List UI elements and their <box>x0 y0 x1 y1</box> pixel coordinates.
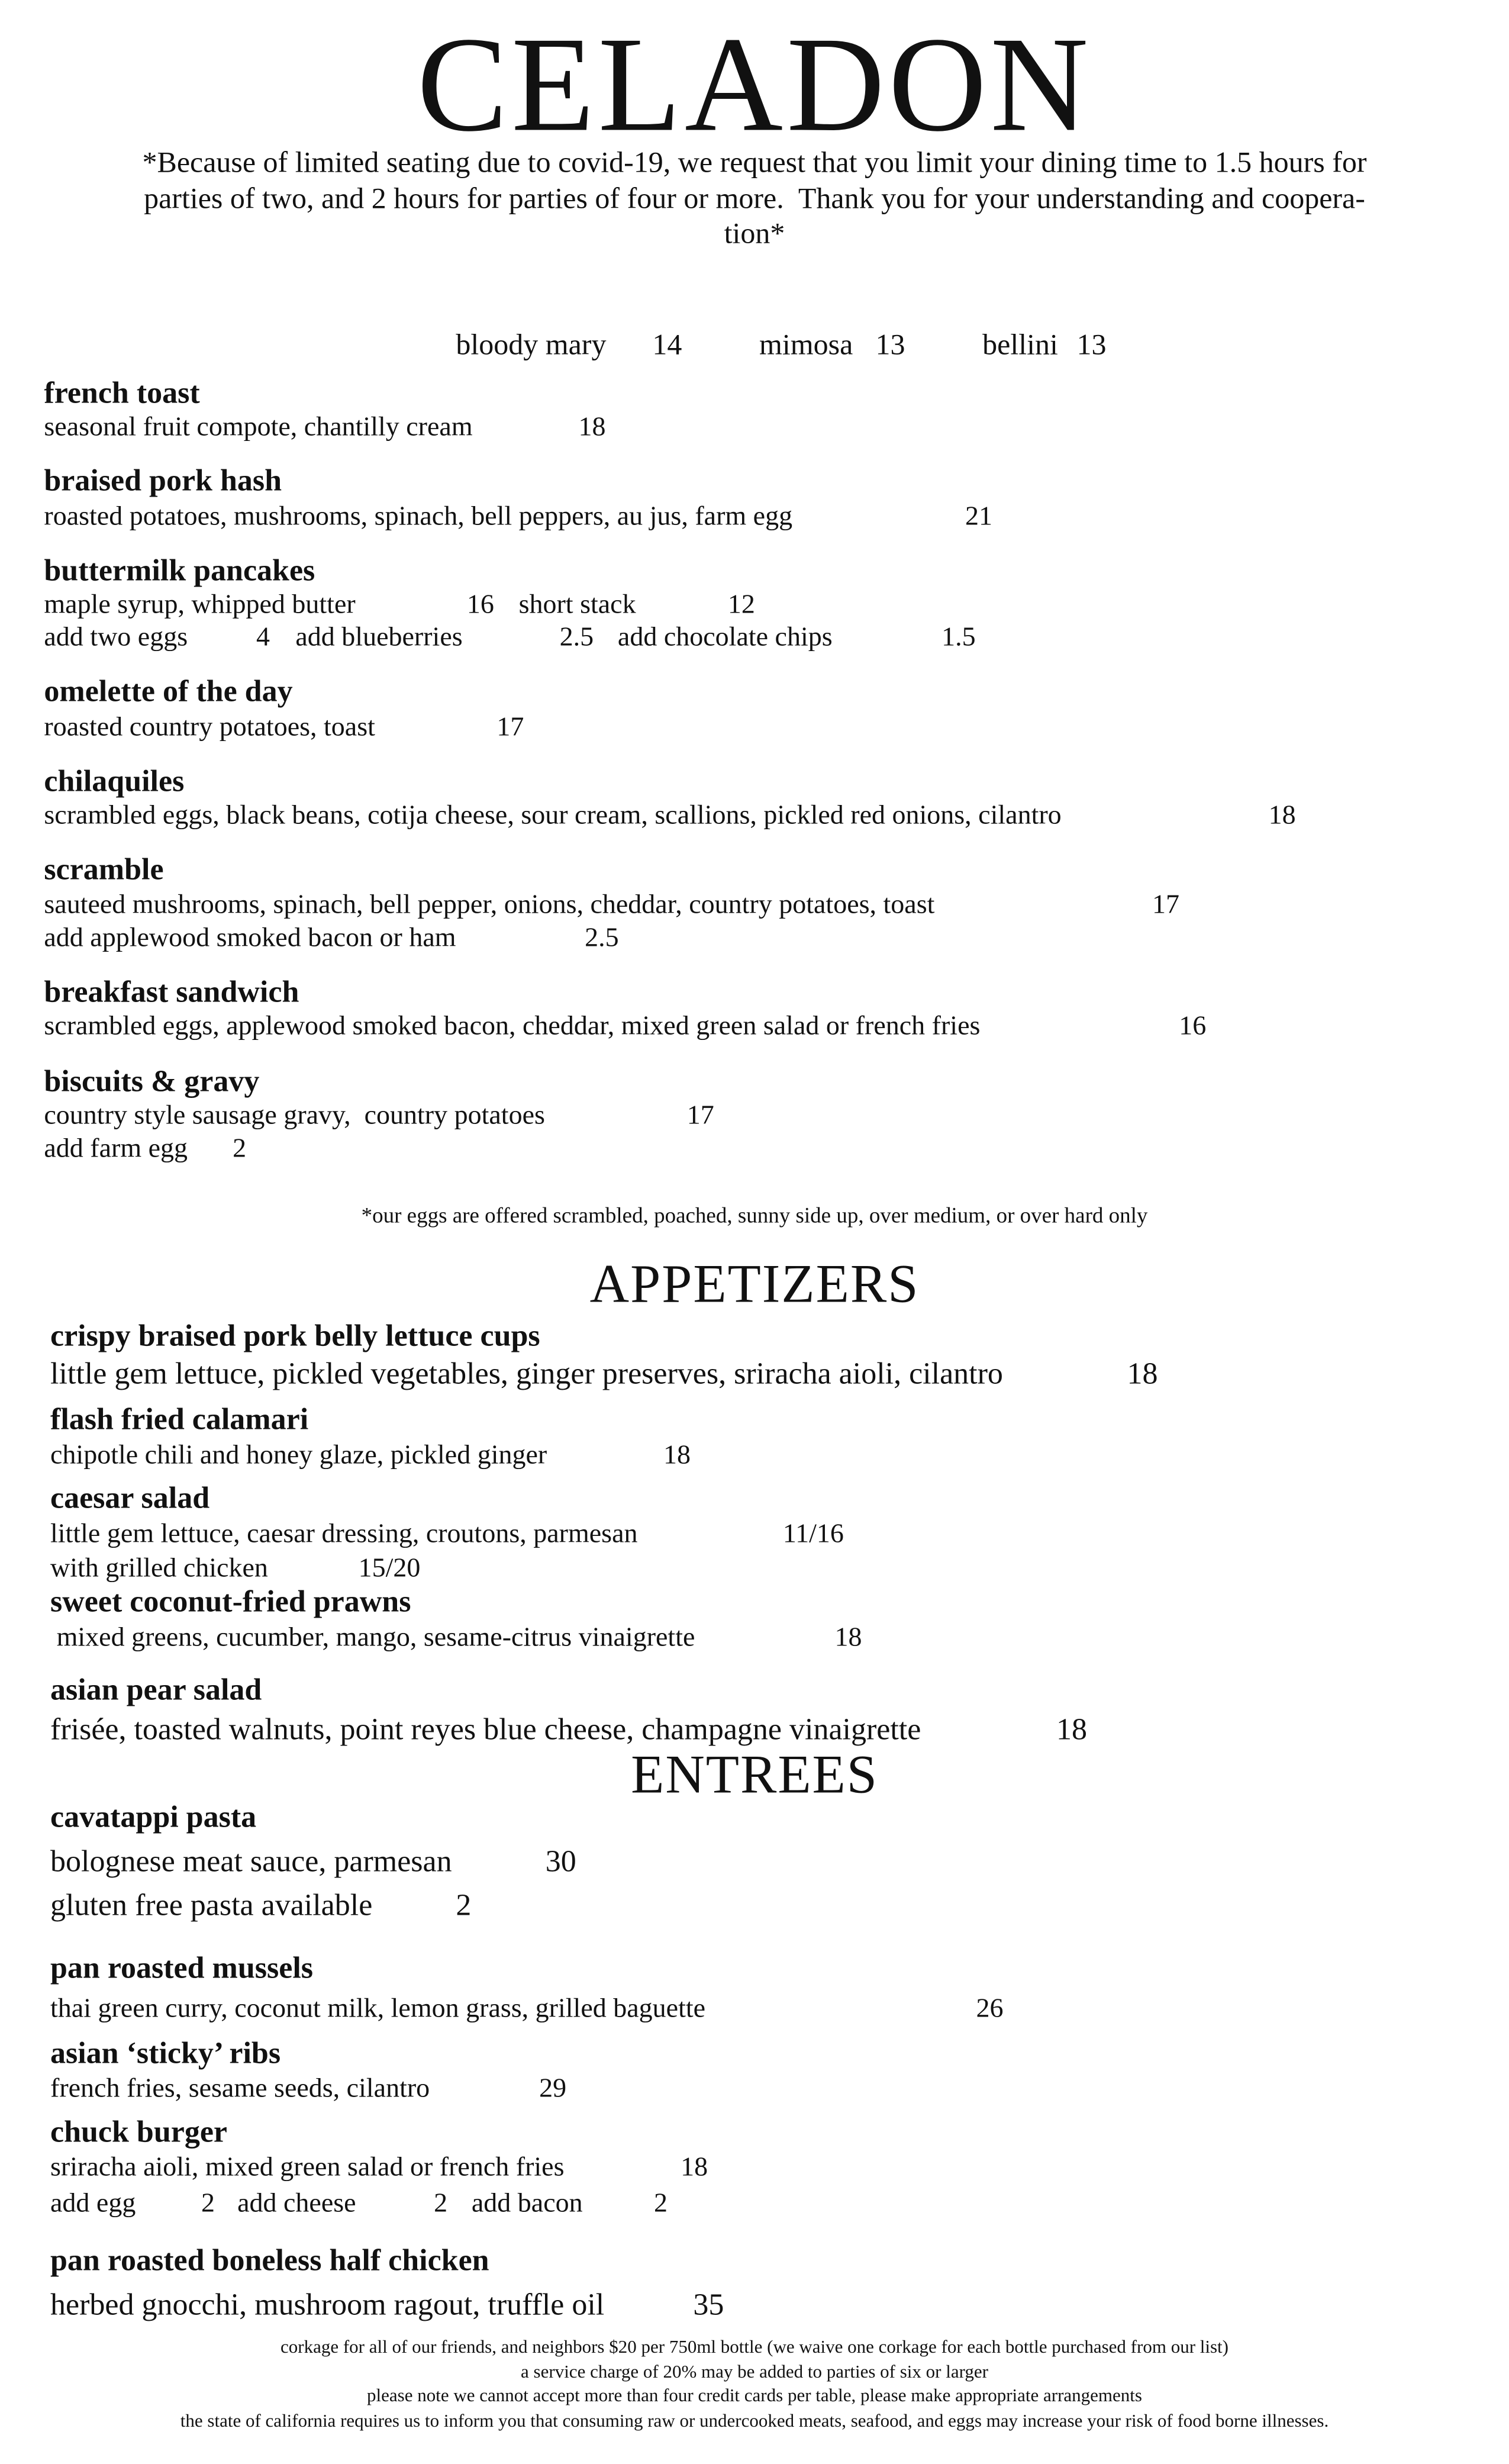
menu-item-price: 2 <box>201 2187 215 2218</box>
menu-item-price: 18 <box>663 1439 691 1470</box>
menu-item-description: add two eggs <box>44 621 188 652</box>
footer-note: please note we cannot accept more than four credit cards per table, please make appropriate arrangements <box>367 2385 1142 2406</box>
section-heading-appetizers: APPETIZERS <box>589 1253 920 1314</box>
menu-item-price: 30 <box>545 1844 576 1879</box>
menu-item-description: short stack <box>518 588 636 619</box>
menu-item-description: little gem lettuce, pickled vegetables, ginger preserves, sriracha aioli, cilantro <box>50 1357 1003 1391</box>
menu-item-title: french toast <box>44 376 200 410</box>
drink-name: bellini <box>982 327 1058 361</box>
menu-item-description: add bacon <box>471 2187 583 2218</box>
menu-item-description: add blueberries <box>295 621 463 652</box>
menu-item-description: sauteed mushrooms, spinach, bell pepper, onions, cheddar, country potatoes, toast <box>44 888 935 919</box>
menu-item-price: 18 <box>1127 1357 1158 1391</box>
menu-item-description: add applewood smoked bacon or ham <box>44 922 456 952</box>
egg-note: *our eggs are offered scrambled, poached, sunny side up, over medium, or over hard only <box>361 1203 1148 1228</box>
covid-notice-line: tion* <box>724 216 785 250</box>
footer-note: the state of california requires us to inform you that consuming raw or undercooked meats, seafood, and eggs may increase your risk of food borne illnesses. <box>180 2410 1329 2431</box>
menu-item-price: 26 <box>976 1992 1004 2023</box>
menu-item-description: add cheese <box>237 2187 356 2218</box>
menu-item-description: chipotle chili and honey glaze, pickled ginger <box>50 1439 547 1470</box>
menu-item-title: chuck burger <box>50 2114 227 2149</box>
drink-name: bloody mary <box>456 327 607 361</box>
menu-item-description: scrambled eggs, applewood smoked bacon, cheddar, mixed green salad or french fries <box>44 1010 981 1041</box>
menu-item-title: asian ‘sticky’ ribs <box>50 2036 281 2070</box>
menu-item-title: breakfast sandwich <box>44 975 299 1009</box>
menu-item-price: 2.5 <box>559 621 594 652</box>
menu-item-title: scramble <box>44 852 164 886</box>
menu-item-price: 18 <box>1268 799 1296 830</box>
menu-item-description: gluten free pasta available <box>50 1888 373 1922</box>
menu-item-price: 17 <box>686 1099 714 1130</box>
drink-price: 13 <box>1076 327 1107 361</box>
menu-item-description: maple syrup, whipped butter <box>44 588 356 619</box>
menu-item-description: add chocolate chips <box>617 621 833 652</box>
covid-notice-line: *Because of limited seating due to covid-19, we request that you limit your dining time to 1.5 hours for <box>142 145 1367 179</box>
menu-item-title: pan roasted mussels <box>50 1951 314 1985</box>
section-heading-entrees: ENTREES <box>631 1743 878 1804</box>
menu-item-price: 2 <box>654 2187 668 2218</box>
menu-item-price: 4 <box>256 621 270 652</box>
menu-item-price: 16 <box>1179 1010 1207 1041</box>
menu-item-price: 18 <box>834 1621 862 1652</box>
menu-item-description: thai green curry, coconut milk, lemon grass, grilled baguette <box>50 1992 706 2023</box>
menu-item-price: 29 <box>539 2072 567 2103</box>
menu-item-description: roasted country potatoes, toast <box>44 711 375 742</box>
menu-item-price: 17 <box>1152 888 1180 919</box>
menu-item-description: sriracha aioli, mixed green salad or french fries <box>50 2151 565 2182</box>
menu-item-title: biscuits & gravy <box>44 1064 260 1099</box>
menu-item-price: 21 <box>965 500 992 531</box>
menu-item-description: roasted potatoes, mushrooms, spinach, bell peppers, au jus, farm egg <box>44 500 793 531</box>
menu-item-price: 18 <box>681 2151 708 2182</box>
menu-item-description: french fries, sesame seeds, cilantro <box>50 2072 430 2103</box>
menu-item-title: pan roasted boneless half chicken <box>50 2243 489 2278</box>
covid-notice-line: parties of two, and 2 hours for parties of four or more. Thank you for your understanding and coopera- <box>144 181 1365 215</box>
menu-item-title: sweet coconut-fried prawns <box>50 1584 411 1619</box>
footer-note: corkage for all of our friends, and neighbors $20 per 750ml bottle (we waive one corkage for each bottle purchased from our list) <box>280 2336 1229 2357</box>
drink-price: 13 <box>875 327 905 361</box>
menu-item-price: 12 <box>727 588 755 619</box>
menu-item-description: add egg <box>50 2187 136 2218</box>
menu-item-description: seasonal fruit compote, chantilly cream <box>44 411 473 442</box>
menu-item-title: cavatappi pasta <box>50 1800 257 1834</box>
menu-item-description: herbed gnocchi, mushroom ragout, truffle oil <box>50 2288 605 2322</box>
menu-item-description: little gem lettuce, caesar dressing, croutons, parmesan <box>50 1518 638 1548</box>
menu-item-description: country style sausage gravy, country potatoes <box>44 1099 545 1130</box>
menu-item-price: 18 <box>1056 1712 1087 1746</box>
menu-item-price: 35 <box>693 2288 724 2322</box>
menu-item-title: asian pear salad <box>50 1673 262 1707</box>
menu-item-title: chilaquiles <box>44 764 185 798</box>
menu-item-description: add farm egg <box>44 1132 188 1163</box>
menu-item-title: omelette of the day <box>44 674 293 708</box>
menu-item-title: flash fried calamari <box>50 1402 309 1436</box>
menu-item-description: frisée, toasted walnuts, point reyes blue cheese, champagne vinaigrette <box>50 1712 921 1746</box>
menu-item-title: caesar salad <box>50 1481 210 1515</box>
footer-note: a service charge of 20% may be added to parties of six or larger <box>521 2361 988 2382</box>
menu-item-price: 2 <box>434 2187 448 2218</box>
drink-price: 14 <box>652 327 682 361</box>
menu-item-price: 1.5 <box>941 621 976 652</box>
menu-item-price: 15/20 <box>358 1552 421 1583</box>
restaurant-logo: CELADON <box>417 8 1092 160</box>
menu-item-price: 16 <box>466 588 494 619</box>
menu-item-description: with grilled chicken <box>50 1552 268 1583</box>
menu-item-title: crispy braised pork belly lettuce cups <box>50 1319 540 1353</box>
menu-item-price: 18 <box>578 411 606 442</box>
menu-item-price: 17 <box>496 711 524 742</box>
menu-item-description: bolognese meat sauce, parmesan <box>50 1844 452 1879</box>
drink-name: mimosa <box>759 327 853 361</box>
menu-item-price: 2 <box>456 1888 472 1922</box>
menu-item-title: buttermilk pancakes <box>44 553 315 588</box>
menu-item-price: 11/16 <box>782 1518 844 1548</box>
menu-item-title: braised pork hash <box>44 463 282 498</box>
menu-item-price: 2 <box>233 1132 247 1163</box>
menu-item-price: 2.5 <box>585 922 619 952</box>
menu-item-description: scrambled eggs, black beans, cotija cheese, sour cream, scallions, pickled red onions, cilantro <box>44 799 1062 830</box>
menu-item-description: mixed greens, cucumber, mango, sesame-citrus vinaigrette <box>56 1621 695 1652</box>
